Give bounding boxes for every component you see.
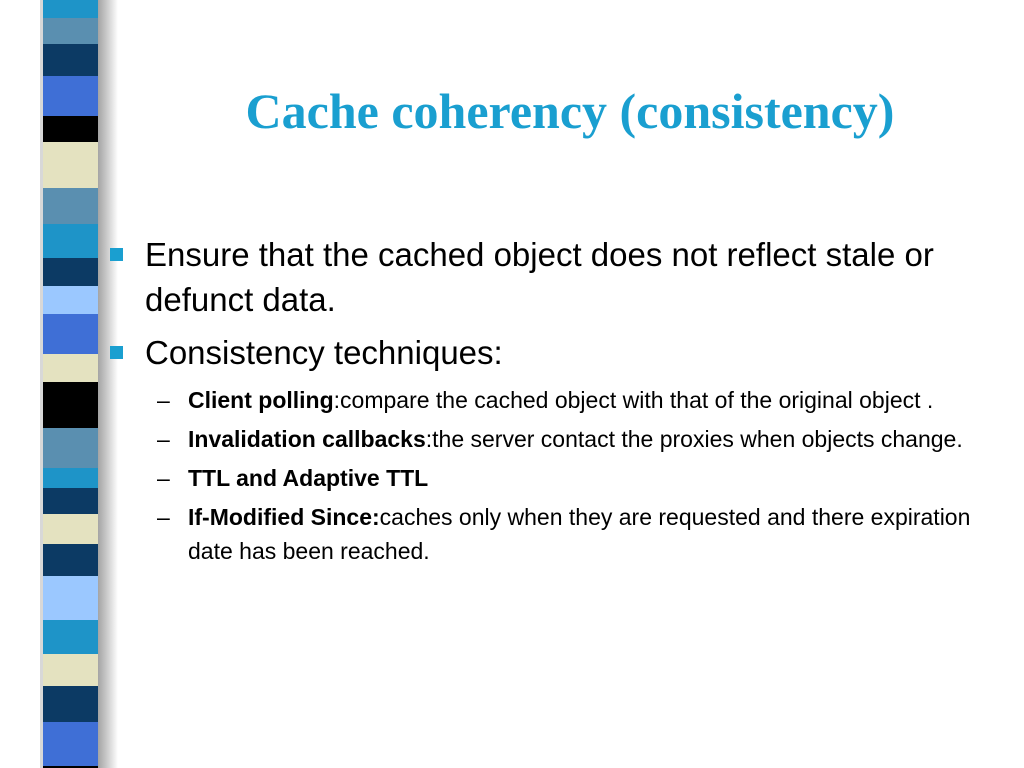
strip-segment — [40, 286, 98, 314]
strip-segment — [40, 18, 98, 44]
strip-segment — [40, 314, 98, 354]
strip-segment — [40, 188, 98, 224]
strip-segment — [40, 654, 98, 686]
strip-segment — [40, 354, 98, 382]
strip-segment — [40, 488, 98, 514]
dash-bullet-icon: – — [157, 387, 170, 413]
square-bullet-icon — [110, 346, 123, 359]
dash-bullet-icon: – — [157, 504, 170, 530]
bullet-text: Ensure that the cached object does not reflect stale or defunct data. — [145, 236, 934, 318]
strip-edge — [40, 0, 43, 768]
strip-segment — [40, 428, 98, 468]
sub-bullet-text: caches only when they are requested and there expiration date has been reached. — [188, 504, 971, 564]
bullet-item — [105, 232, 1015, 322]
sub-bullet-item — [105, 383, 1015, 417]
strip-segment — [40, 224, 98, 258]
decorative-color-strip — [0, 0, 100, 768]
strip-segment — [40, 468, 98, 488]
slide-content — [105, 232, 1015, 573]
sub-bullet-item — [105, 461, 1015, 495]
strip-segment — [40, 722, 98, 766]
strip-segment — [40, 116, 98, 142]
strip-segment — [40, 258, 98, 286]
sub-bullet-text: :the server contact the proxies when objects change. — [425, 426, 963, 452]
sub-bullet-text: :compare the cached object with that of the original object . — [333, 387, 934, 413]
strip-segment — [40, 382, 98, 428]
sub-bullet-term: Client polling — [188, 387, 334, 413]
square-bullet-icon — [110, 248, 123, 261]
sub-bullet-term: If-Modified Since: — [188, 504, 380, 530]
strip-segment — [40, 0, 98, 18]
slide-title: Cache coherency (consistency) — [245, 83, 895, 139]
strip-segment — [40, 686, 98, 722]
strip-segment — [40, 544, 98, 576]
bullet-item — [105, 330, 1015, 375]
sub-bullet-item — [105, 422, 1015, 456]
sub-bullet-term: Invalidation callbacks — [188, 426, 426, 452]
strip-segment — [40, 44, 98, 76]
strip-segment — [40, 576, 98, 620]
dash-bullet-icon: – — [157, 426, 170, 452]
bullet-text: Consistency techniques: — [145, 334, 503, 371]
strip-segment — [40, 620, 98, 654]
strip-segment — [40, 76, 98, 116]
sub-bullet-term: TTL and Adaptive TTL — [188, 465, 429, 491]
strip-segment — [40, 514, 98, 544]
dash-bullet-icon: – — [157, 465, 170, 491]
strip-segment — [40, 142, 98, 188]
sub-bullet-item — [105, 500, 1015, 568]
